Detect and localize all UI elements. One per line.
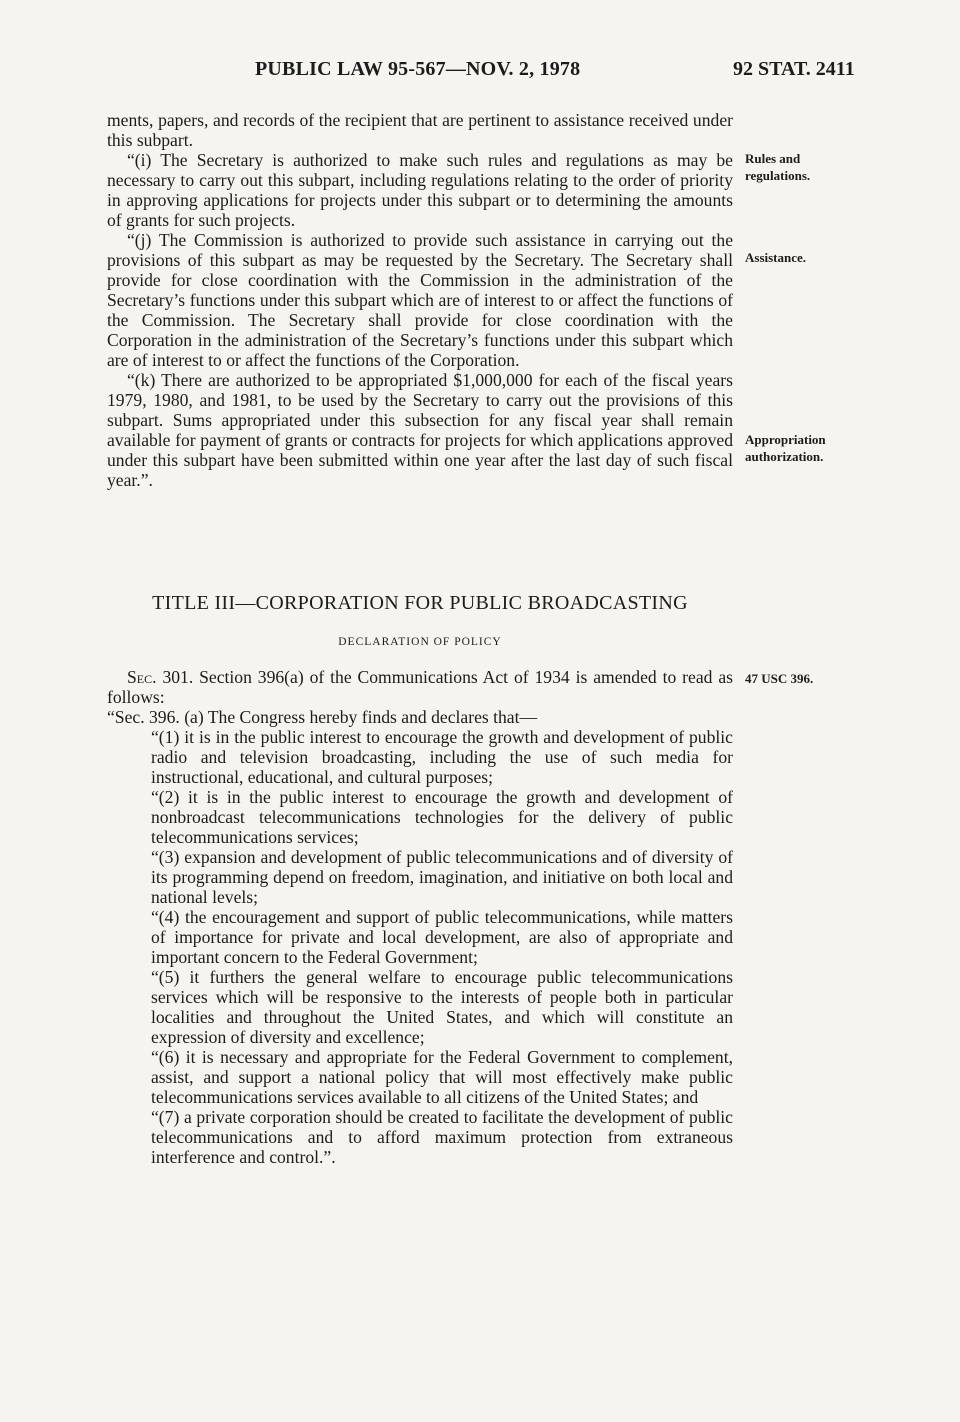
margin-note-appropriation: Appropriation authorization. — [745, 432, 826, 464]
paragraph-k: “(k) There are authorized to be appropriated $1,000,000 for each of the fiscal years 1979, 1980, and 1981, to be used by the Secretary to carry out the provisions of this subpart. Sums appropriated under this subsection for any fiscal year shall remain available for payment of grants or contracts for projects for which applications approved under this subpart have been submitted within one year after the last day of such fiscal year.”. — [107, 370, 733, 490]
margin-note-assistance: Assistance. — [745, 250, 807, 265]
title-heading: TITLE III—CORPORATION FOR PUBLIC BROADCASTING — [152, 592, 688, 614]
margin-note-usc: 47 USC 396. — [745, 671, 814, 686]
paragraph-j: “(j) The Commission is authorized to provide such assistance in carrying out the provisions of this subpart as may be requested by the Secretary. The Secretary shall provide for close coordination with the Commission in the administration of the Secretary’s functions under this subpart which are of interest to or affect the functions of the Commission. The Secretary shall provide for close coordination with the Corporation in the administration of the Secretary’s functions under this subpart which are of interest to or affect the functions of the Corporation. — [107, 230, 733, 370]
margin-note-rules: Rules and regulations. — [745, 151, 811, 183]
finding-4: “(4) the encouragement and support of public telecommunications, while matters of importance for private and local development, are also of appropriate and important concern to the Federal Government; — [151, 907, 733, 967]
finding-3: “(3) expansion and development of public telecommunications and of diversity of its programming depend on freedom, imagination, and initiative on both local and national levels; — [151, 847, 733, 907]
finding-2: “(2) it is in the public interest to encourage the growth and development of nonbroadcast telecommunications technologies for the delivery of public telecommunications services; — [151, 787, 733, 847]
section-301-text: 301. Section 396(a) of the Communications Act of 1934 is amended to read as follows: — [107, 667, 734, 707]
section-301-paragraph — [107, 667, 733, 707]
section-label: Sec. — [127, 667, 157, 687]
finding-1: “(1) it is in the public interest to encourage the growth and development of public radio and television broadcasting, including the use of such media for instructional, educational, and cultural purposes; — [151, 727, 733, 787]
statute-page-number: 92 STAT. 2411 — [733, 58, 855, 80]
paragraph-i: “(i) The Secretary is authorized to make such rules and regulations as may be necessary to carry out this subpart, including regulations relating to the order of priority in approving applications for projects under this subpart or to determining the amounts of grants for such projects. — [107, 150, 733, 230]
running-header-title: PUBLIC LAW 95-567—NOV. 2, 1978 — [255, 58, 581, 80]
section-396-intro: “Sec. 396. (a) The Congress hereby finds and declares that— — [107, 707, 538, 727]
finding-7: “(7) a private corporation should be created to facilitate the development of public telecommunications and to afford maximum protection from extraneous interference and control.”. — [151, 1107, 733, 1167]
paragraph-continued: ments, papers, and records of the recipient that are pertinent to assistance received under this subpart. — [107, 110, 733, 150]
section-subheading: DECLARATION OF POLICY — [338, 636, 502, 648]
finding-5: “(5) it furthers the general welfare to encourage public telecommunications services which will be responsive to the interests of people both in particular localities and throughout the United States, and which will constitute an expression of diversity and excellence; — [151, 967, 733, 1047]
finding-6: “(6) it is necessary and appropriate for the Federal Government to complement, assist, and support a national policy that will most effectively make public telecommunications services available to all citizens of the United States; and — [151, 1047, 733, 1107]
text-block-upper — [107, 110, 733, 490]
text-block-section-301 — [107, 667, 733, 1167]
